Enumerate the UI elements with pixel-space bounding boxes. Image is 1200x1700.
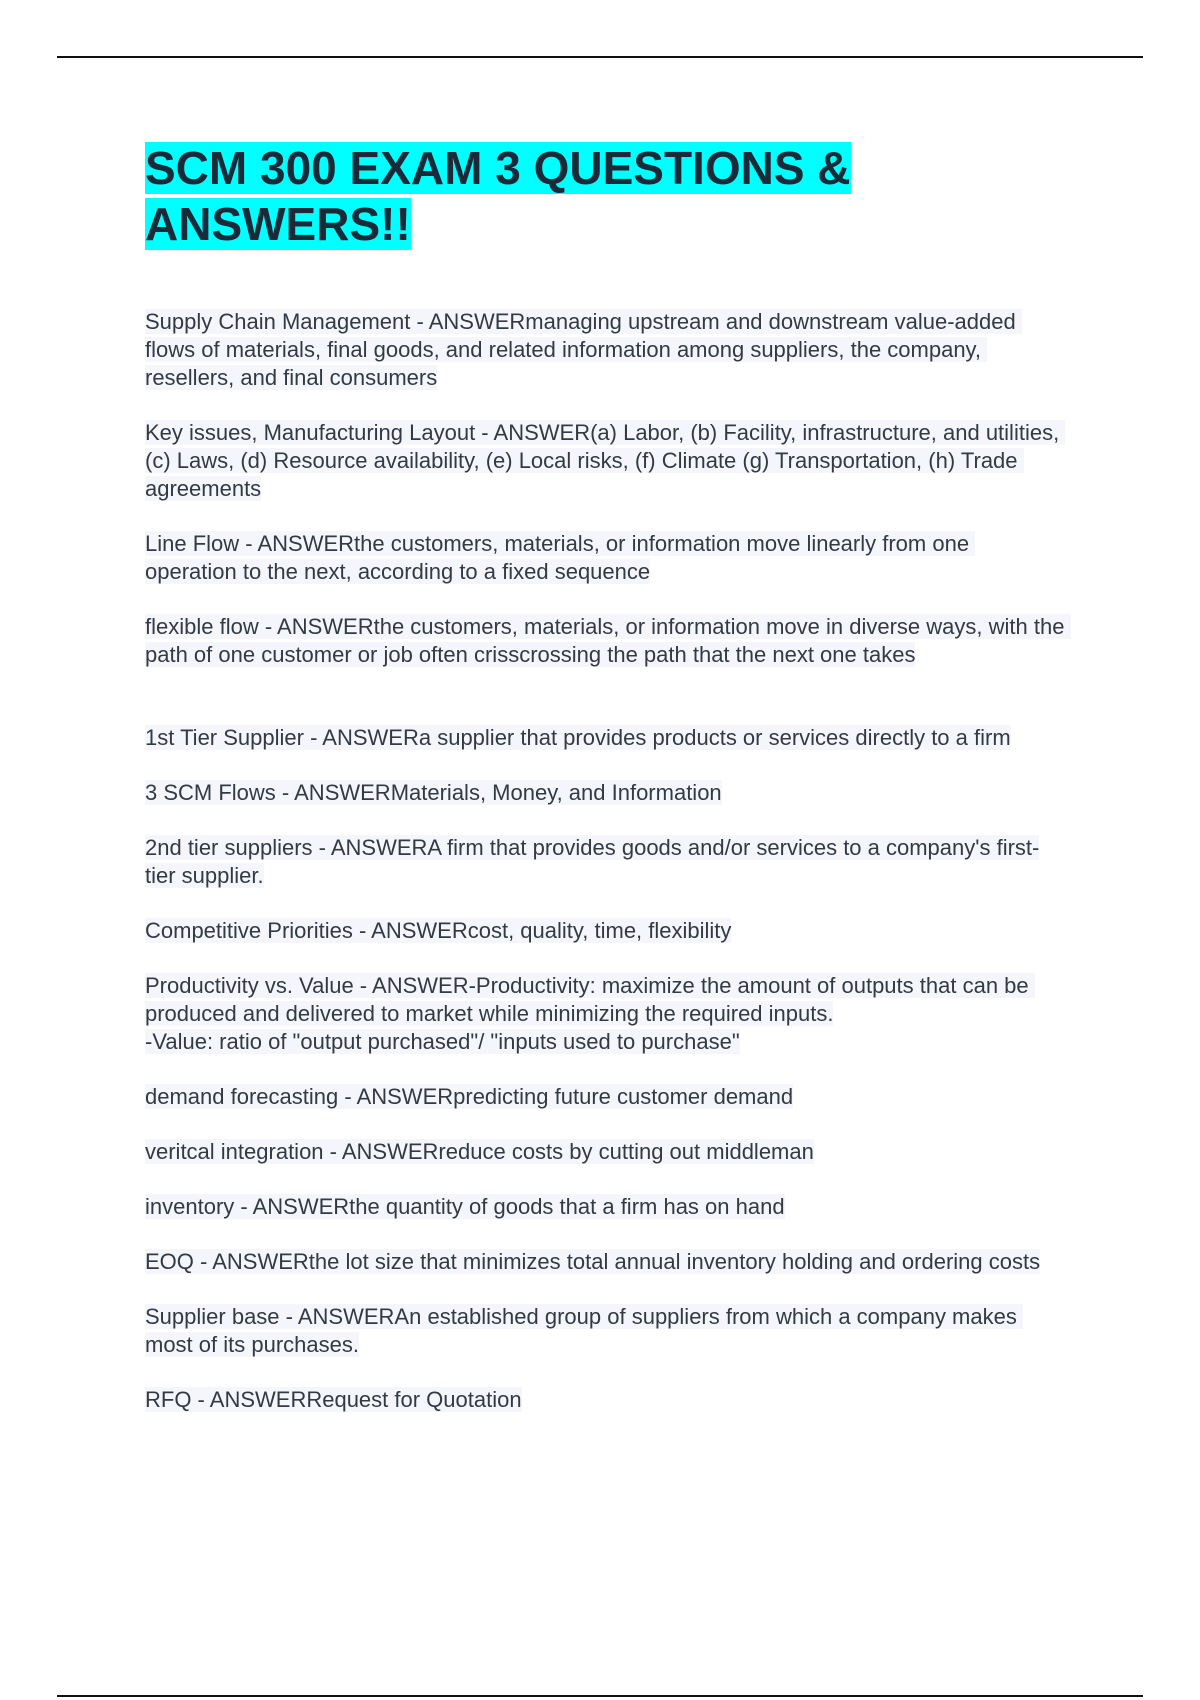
qa-entry: 3 SCM Flows - ANSWERMaterials, Money, and Information <box>145 780 722 805</box>
top-rule <box>57 56 1143 58</box>
qa-entry: RFQ - ANSWERRequest for Quotation <box>145 1387 522 1412</box>
qa-entry: Supply Chain Management - ANSWERmanaging upstream and downstream value-added flows of materials, final goods, and related information among suppliers, the company, resellers, and final consumers <box>145 309 1022 390</box>
qa-entry: demand forecasting - ANSWERpredicting future customer demand <box>145 1084 794 1109</box>
qa-entry: Productivity vs. Value - ANSWER-Productivity: maximize the amount of outputs that can be produced and delivered to market while minimizing the required inputs. -Value: ratio of "output purchased"/ "inputs used to purchase" <box>145 972 1065 1056</box>
qa-entry: Line Flow - ANSWERthe customers, materials, or information move linearly from one operation to the next, according to a fixed sequence <box>145 531 976 584</box>
document-title-text: SCM 300 EXAM 3 QUESTIONS & ANSWERS!! <box>145 142 851 250</box>
qa-entry: flexible flow - ANSWERthe customers, materials, or information move in diverse ways, with the path of one customer or job often crisscrossing the path that the next one takes <box>145 614 1071 667</box>
qa-entry: veritcal integration - ANSWERreduce costs by cutting out middleman <box>145 1139 814 1164</box>
document-body <box>145 140 1071 1441</box>
qa-entry: inventory - ANSWERthe quantity of goods that a firm has on hand <box>145 1194 785 1219</box>
qa-entry: Supplier base - ANSWERAn established group of suppliers from which a company makes most of its purchases. <box>145 1304 1023 1357</box>
qa-entry: 1st Tier Supplier - ANSWERa supplier that provides products or services directly to a firm <box>145 725 1011 750</box>
qa-entry: Competitive Priorities - ANSWERcost, quality, time, flexibility <box>145 918 732 943</box>
bottom-rule <box>57 1695 1143 1697</box>
qa-entry: EOQ - ANSWERthe lot size that minimizes total annual inventory holding and ordering costs <box>145 1249 1041 1274</box>
document-title <box>145 140 1065 252</box>
qa-entry: 2nd tier suppliers - ANSWERA firm that provides goods and/or services to a company's first-tier supplier. <box>145 835 1040 888</box>
qa-list <box>145 308 1071 1414</box>
qa-entry: Key issues, Manufacturing Layout - ANSWER(a) Labor, (b) Facility, infrastructure, and utilities, (c) Laws, (d) Resource availability, (e) Local risks, (f) Climate (g) Transportation, (h) Trade agreements <box>145 420 1066 501</box>
